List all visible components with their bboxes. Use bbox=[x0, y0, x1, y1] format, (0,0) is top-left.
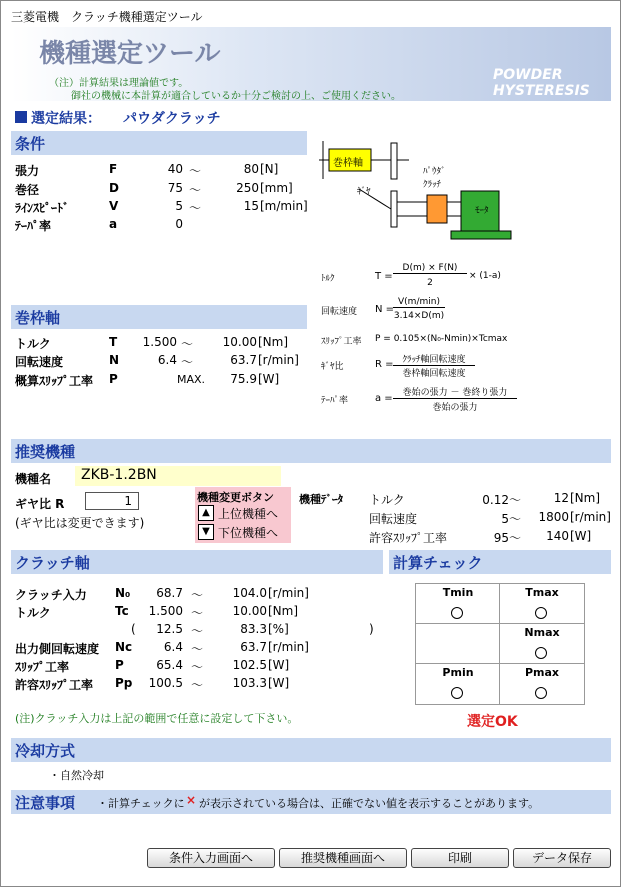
winding-min: 6.4 bbox=[157, 353, 177, 367]
clutch-sym: P bbox=[115, 658, 124, 672]
recommended-header: 推奨機種 bbox=[11, 439, 611, 463]
check-pmin-label: Pmin bbox=[442, 666, 474, 679]
clutch-sep: ～ bbox=[191, 606, 204, 620]
caution-header: 注意事項 bbox=[15, 794, 76, 812]
motor-base bbox=[451, 231, 511, 239]
model-data-max: 140 bbox=[546, 529, 569, 543]
print-button[interactable]: 印刷 bbox=[411, 848, 509, 868]
cond-label: 巻径 bbox=[15, 183, 40, 197]
formula-speed-den: 3.14×D(m) bbox=[393, 311, 445, 321]
down-model-link[interactable]: 下位機種へ bbox=[218, 526, 279, 540]
cond-max: 250 bbox=[236, 181, 259, 195]
result-label: 選定結果： bbox=[31, 111, 101, 127]
clutch-max: 83.3 bbox=[240, 622, 267, 636]
cond-sep: ～ bbox=[189, 183, 202, 197]
model-data-label: 回転速度 bbox=[369, 512, 418, 526]
banner bbox=[11, 27, 611, 101]
model-data-label: 許容ｽﾘｯﾌﾟ工率 bbox=[369, 531, 448, 545]
clutch-min: 68.7 bbox=[156, 586, 183, 600]
model-change-title: 機種変更ボタン bbox=[197, 491, 274, 504]
cond-sym: a bbox=[109, 217, 118, 231]
clutch-box bbox=[427, 195, 447, 223]
clutch-unit: [r/min] bbox=[268, 640, 309, 654]
formula-taper-num: 巻始の張力 － 巻終り張力 bbox=[393, 385, 517, 399]
clutch-sep: ～ bbox=[191, 624, 204, 638]
clutch-sep: ～ bbox=[191, 642, 204, 656]
check-nmax-circle-icon bbox=[535, 644, 547, 663]
formula-taper-lhs: a = bbox=[375, 393, 393, 404]
clutch-header: クラッチ軸 bbox=[11, 550, 383, 574]
clutch-label: クラッチ入力 bbox=[15, 588, 87, 602]
winding-max: 10.00 bbox=[222, 335, 257, 349]
winding-max: 63.7 bbox=[230, 353, 257, 367]
caution-text-pre: ・計算チェックに bbox=[97, 797, 185, 810]
result-value: パウダクラッチ bbox=[123, 111, 221, 127]
winding-sym: P bbox=[109, 372, 118, 386]
clutch-max: 102.5 bbox=[232, 658, 267, 672]
winding-unit: [Nm] bbox=[258, 335, 289, 349]
model-data-min: 95～ bbox=[493, 531, 521, 545]
model-data-min: 5～ bbox=[501, 512, 521, 526]
model-data-unit: [Nm] bbox=[570, 491, 601, 505]
condition-input-button[interactable]: 条件入力画面へ bbox=[147, 848, 275, 868]
cond-sym: D bbox=[109, 181, 119, 195]
winding-label: トルク bbox=[15, 337, 51, 351]
clutch-max: 10.00 bbox=[232, 604, 267, 618]
check-pmin-circle-icon bbox=[451, 684, 463, 703]
cond-sep: ～ bbox=[189, 164, 202, 178]
clutch-sym: Nc bbox=[115, 640, 133, 654]
clutch-sep: ～ bbox=[191, 660, 204, 674]
check-cell-pmin bbox=[416, 664, 500, 704]
winding-min: MAX. bbox=[177, 373, 206, 386]
model-data-min: 0.12～ bbox=[482, 493, 521, 507]
model-change-panel bbox=[195, 487, 291, 543]
recommended-model-button[interactable]: 推奨機種画面へ bbox=[279, 848, 407, 868]
cond-max: 15 bbox=[243, 199, 259, 213]
formula-speed-num: V(m/min) bbox=[393, 297, 445, 308]
caution-bar bbox=[11, 790, 611, 814]
check-tmax-circle-icon bbox=[535, 604, 547, 623]
save-data-button[interactable]: データ保存 bbox=[513, 848, 611, 868]
result-square-icon bbox=[15, 111, 27, 123]
clutch-close-paren: ) bbox=[369, 622, 374, 636]
cond-max: 80 bbox=[243, 162, 259, 176]
cond-label: ﾗｲﾝｽﾋﾟｰﾄﾞ bbox=[15, 201, 70, 215]
cond-label: ﾃｰﾊﾟ率 bbox=[15, 219, 52, 233]
clutch-sep: ～ bbox=[191, 588, 204, 602]
formula-slip-label: ｽﾘｯﾌﾟ工率 bbox=[321, 337, 362, 347]
winding-sep: ～ bbox=[181, 355, 194, 369]
brand-powder: POWDER bbox=[493, 67, 563, 83]
cond-sym: V bbox=[109, 199, 119, 213]
gear-ratio-label: ギヤ比 R bbox=[15, 497, 65, 511]
cond-min: 0 bbox=[175, 217, 183, 231]
down-arrow-icon[interactable]: ▼ bbox=[198, 524, 214, 540]
check-result: 選定OK bbox=[467, 714, 518, 730]
cond-min: 40 bbox=[167, 162, 183, 176]
banner-note-1: （注）計算結果は理論値です。 bbox=[49, 78, 189, 89]
winding-label: 概算ｽﾘｯﾌﾟ工率 bbox=[15, 374, 94, 388]
check-nmax-label: Nmax bbox=[524, 626, 560, 639]
clutch-unit: [Nm] bbox=[268, 604, 299, 618]
clutch-max: 104.0 bbox=[232, 586, 267, 600]
clutch-label: ｽﾘｯﾌﾟ工率 bbox=[15, 660, 70, 674]
winding-header: 巻枠軸 bbox=[11, 305, 307, 329]
model-value-box bbox=[75, 466, 281, 486]
diagram-winding-label: 巻枠軸 bbox=[333, 158, 363, 169]
clutch-sep: ～ bbox=[191, 678, 204, 692]
check-pmax-circle-icon bbox=[535, 684, 547, 703]
check-cell-tmax bbox=[500, 584, 584, 624]
clutch-unit: [r/min] bbox=[268, 586, 309, 600]
formula-gear-num: ｸﾗｯﾁ軸回転速度 bbox=[393, 352, 475, 366]
winding-sym: N bbox=[109, 353, 120, 367]
winding-max: 75.9 bbox=[230, 372, 257, 386]
caution-text-post: が表示されている場合は、正確でない値を表示することがあります。 bbox=[199, 797, 540, 810]
clutch-min: 6.4 bbox=[163, 640, 183, 654]
formula-gear-label: ｷﾞﾔ比 bbox=[321, 362, 344, 372]
diagram-gear-label: ｷﾞﾔ bbox=[357, 187, 371, 197]
formula-torque-den: 2 bbox=[427, 278, 433, 288]
clutch-open-paren: ( bbox=[131, 622, 136, 636]
cond-unit: [m/min] bbox=[260, 199, 308, 213]
clutch-label: 出力側回転速度 bbox=[15, 642, 100, 656]
clutch-sym: Tc bbox=[115, 604, 129, 618]
brand-hysteresis: HYSTERESIS bbox=[493, 83, 590, 99]
winding-sym: T bbox=[109, 335, 118, 349]
gear-ratio-note: (ギヤ比は変更できます) bbox=[15, 516, 145, 530]
diagram-clutch-label: ｸﾗｯﾁ bbox=[423, 180, 442, 190]
banner-title: 機種選定ツール bbox=[39, 39, 221, 69]
gear-ratio-input[interactable] bbox=[85, 492, 139, 510]
clutch-label: トルク bbox=[15, 606, 51, 620]
caution-x-mark: × bbox=[186, 793, 197, 807]
check-cell-empty bbox=[416, 624, 500, 664]
formula-gear-den: 巻枠軸回転速度 bbox=[402, 369, 466, 379]
clutch-note: (注)クラッチ入力は上記の範囲で任意に設定して下さい。 bbox=[15, 712, 299, 725]
model-label: 機種名 bbox=[15, 472, 52, 486]
check-cell-nmax bbox=[500, 624, 584, 664]
formula-torque-lhs: T = bbox=[375, 271, 393, 282]
cond-sep: ～ bbox=[189, 201, 202, 215]
clutch-sym: N₀ bbox=[115, 586, 131, 600]
model-data-unit: [r/min] bbox=[570, 510, 611, 524]
clutch-max: 63.7 bbox=[240, 640, 267, 654]
formula-speed-lhs: N = bbox=[375, 304, 395, 315]
cooling-value: ・自然冷却 bbox=[49, 769, 104, 782]
formula-torque-num: D(m) × F(N) bbox=[393, 263, 467, 274]
formula-speed-label: 回転速度 bbox=[321, 307, 358, 317]
clutch-min: 1.500 bbox=[148, 604, 183, 618]
cond-unit: [N] bbox=[260, 162, 279, 176]
model-value: ZKB-1.2BN bbox=[81, 467, 157, 483]
clutch-unit: [W] bbox=[268, 676, 290, 690]
model-data-unit: [W] bbox=[570, 529, 592, 543]
clutch-sym: Pp bbox=[115, 676, 133, 690]
clutch-min: 65.4 bbox=[156, 658, 183, 672]
up-arrow-icon[interactable]: ▲ bbox=[198, 505, 214, 521]
check-tmin-label: Tmin bbox=[442, 586, 474, 599]
check-cell-tmin bbox=[416, 584, 500, 624]
check-header: 計算チェック bbox=[389, 550, 611, 574]
formula-taper-label: ﾃｰﾊﾟ率 bbox=[321, 396, 349, 406]
clutch-unit: [%] bbox=[268, 622, 289, 636]
formula-torque-label: ﾄﾙｸ bbox=[321, 274, 335, 284]
clutch-min: 100.5 bbox=[148, 676, 183, 690]
winding-unit: [r/min] bbox=[258, 353, 299, 367]
conditions-header: 条件 bbox=[11, 131, 307, 155]
winding-min: 1.500 bbox=[142, 335, 177, 349]
cond-sym: F bbox=[109, 162, 118, 176]
cooling-header: 冷却方式 bbox=[11, 738, 611, 762]
formula-taper-den: 巻始の張力 bbox=[432, 403, 478, 413]
formula-gear-lhs: R = bbox=[375, 359, 394, 370]
check-cell-pmax bbox=[500, 664, 584, 704]
model-data-label: トルク bbox=[369, 493, 405, 507]
clutch-label: 許容ｽﾘｯﾌﾟ工率 bbox=[15, 678, 94, 692]
clutch-unit: [W] bbox=[268, 658, 290, 672]
cond-min: 5 bbox=[175, 199, 183, 213]
diagram-powder-label: ﾊﾟｳﾀﾞ bbox=[423, 167, 446, 177]
clutch-max: 103.3 bbox=[232, 676, 267, 690]
banner-note-2: 御社の機械に本計算が適合しているか十分ご検討の上、ご使用ください。 bbox=[71, 91, 401, 102]
diagram-motor-label: ﾓｰﾀ bbox=[475, 206, 489, 216]
winding-label: 回転速度 bbox=[15, 355, 64, 369]
check-grid bbox=[415, 583, 585, 705]
winding-unit: [W] bbox=[258, 372, 280, 386]
model-data-max: 1800 bbox=[538, 510, 569, 524]
window-title: 三菱電機 クラッチ機種選定ツール bbox=[11, 10, 203, 24]
gear-top bbox=[391, 143, 397, 179]
cond-min: 75 bbox=[167, 181, 183, 195]
model-data-max: 12 bbox=[553, 491, 569, 505]
check-tmin-circle-icon bbox=[451, 604, 463, 623]
clutch-min: 12.5 bbox=[156, 622, 183, 636]
formula-slip-expr: P = 0.105×(N₀-Nmin)×Tcmax bbox=[375, 334, 508, 344]
check-pmax-label: Pmax bbox=[524, 666, 560, 679]
cond-unit: [mm] bbox=[260, 181, 293, 195]
formula-torque-tail: × (1-a) bbox=[469, 271, 501, 281]
check-tmax-label: Tmax bbox=[525, 586, 559, 599]
up-model-link[interactable]: 上位機種へ bbox=[218, 507, 279, 521]
gear-bottom bbox=[391, 191, 397, 227]
winding-sep: ～ bbox=[181, 337, 194, 351]
model-data-title: 機種ﾃﾞｰﾀ bbox=[299, 493, 343, 506]
cond-label: 張力 bbox=[15, 164, 40, 178]
